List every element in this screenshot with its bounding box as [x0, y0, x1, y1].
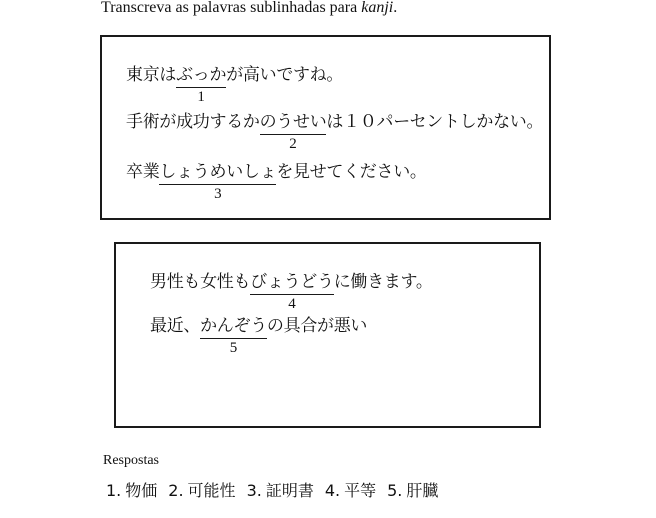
sentence-5-before: 最近、 [150, 316, 201, 336]
underlined-word-5 [200, 315, 267, 356]
underlined-word-1-text: ぶっか [176, 65, 227, 85]
sentence-4 [150, 271, 433, 312]
instruction-suffix: . [393, 0, 398, 16]
instruction-prefix: Transcreva as palavras sublinhadas para [101, 0, 362, 16]
answer-item [106, 480, 157, 502]
sentence-2-after: は１０パーセントしかない。 [326, 112, 544, 132]
word-number-3: 3 [214, 186, 222, 202]
sentence-2 [126, 111, 544, 152]
sentence-4-after: に働きます。 [333, 272, 433, 292]
answer-number: 3. [246, 481, 262, 500]
sentence-1 [126, 64, 344, 105]
answer-kanji: 肝臓 [406, 481, 439, 500]
answer-number: 2. [168, 481, 184, 500]
answer-item [387, 480, 438, 502]
underlined-word-4 [250, 271, 334, 312]
sentence-2-before: 手術が成功するか [126, 112, 260, 132]
answer-number: 4. [324, 481, 341, 500]
instruction-term: kanji [361, 0, 394, 16]
answers-list [106, 480, 438, 502]
answer-number: 1. [106, 481, 122, 500]
sentence-3-before: 卒業 [126, 162, 160, 182]
answer-number: 5. [387, 481, 403, 500]
sentence-4-before: 男性も女性も [150, 272, 251, 292]
answer-kanji: 証明書 [265, 481, 314, 500]
word-number-1: 1 [197, 89, 205, 105]
answer-item [247, 480, 314, 502]
underlined-word-3-text: しょうめいしょ [159, 162, 277, 182]
word-number-4: 4 [288, 296, 296, 312]
underlined-word-5-text: かんぞう [200, 316, 267, 336]
sentence-3 [126, 161, 427, 202]
answers-heading: Respostas [103, 453, 159, 468]
underlined-word-1 [176, 64, 227, 105]
underlined-word-4-text: びょうどう [250, 272, 334, 292]
sentence-1-after: が高いですね。 [226, 65, 344, 85]
underlined-word-3 [159, 161, 277, 202]
underlined-word-2 [259, 111, 327, 152]
sentence-3-after: を見せてください。 [276, 162, 427, 182]
answer-kanji: 物価 [125, 481, 158, 500]
answer-kanji: 平等 [344, 481, 377, 500]
answer-kanji: 可能性 [187, 481, 236, 500]
answer-item [168, 480, 235, 502]
instruction-text [101, 0, 397, 16]
sentence-1-before: 東京は [126, 65, 177, 85]
word-number-2: 2 [289, 136, 297, 152]
sentence-5 [150, 315, 368, 356]
word-number-5: 5 [229, 340, 238, 356]
underlined-word-2-text: のうせい [259, 112, 327, 132]
answer-item [325, 480, 376, 502]
sentence-5-after: の具合が悪い [266, 316, 368, 336]
